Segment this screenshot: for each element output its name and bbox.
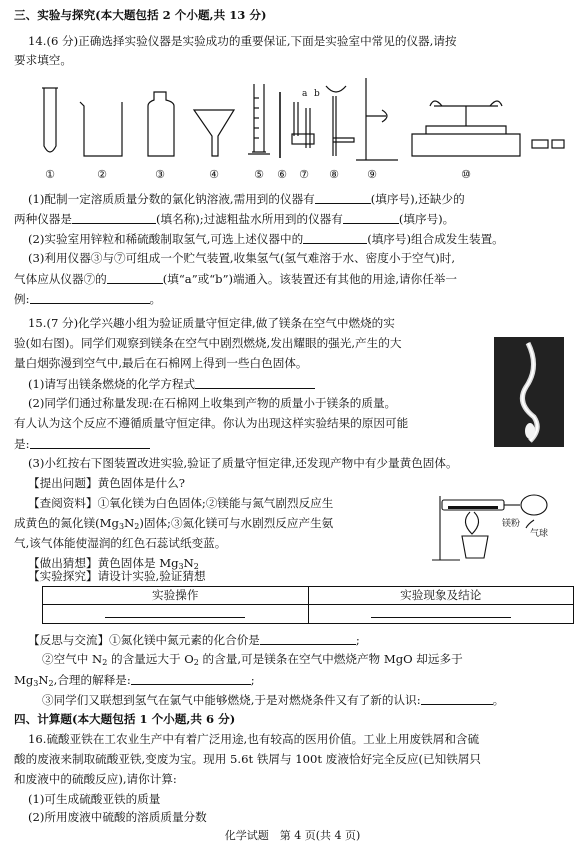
apparatus-figure xyxy=(14,78,574,183)
q16-part2: (2)所用废液中硫酸的溶质质量分数 xyxy=(28,810,207,824)
q14-stem-line1: 14.(6 分)正确选择实验仪器是实验成功的重要保证,下面是实验室中常见的仪器,请按 xyxy=(28,34,457,48)
answer-blank[interactable] xyxy=(30,293,150,304)
apparatus-label-1: ① xyxy=(45,168,55,181)
test-tube-icon xyxy=(44,88,56,152)
funnel-icon xyxy=(194,110,234,156)
q15-stem-line2: 验(如右图)。同学们观察到镁条在空气中剧烈燃烧,发出耀眼的强光,产生的大 xyxy=(14,336,402,350)
burning-magnesium-photo xyxy=(494,337,564,447)
answer-blank[interactable] xyxy=(195,378,315,389)
q15-reflect-2-line2: $Mg_3N_2$,合理的解释是: ; xyxy=(14,673,255,688)
apparatus-label-10: ⑩ xyxy=(461,168,471,181)
answer-blank[interactable] xyxy=(421,694,493,705)
q14-part1-line2: 两种仪器是 (填名称);过滤粗盐水所用到的仪器有 (填序号)。 xyxy=(14,212,455,226)
port-b-label: b xyxy=(314,89,320,99)
table-cell-operation[interactable] xyxy=(43,605,309,624)
q15-guess: 【做出猜想】黄色固体是 $Mg_3N_2$ xyxy=(28,556,199,571)
answer-blank[interactable] xyxy=(30,438,150,449)
stopper-tubes-icon xyxy=(294,102,310,148)
q14-part1-line1: (1)配制一定溶质质量分数的氯化钠溶液,需用到的仪器有 (填序号),还缺少的 xyxy=(28,192,465,206)
apparatus-label-4: ④ xyxy=(209,168,219,181)
q15-part3: (3)小红按右下图装置改进实验,验证了质量守恒定律,还发现产物中有少量黄色固体。 xyxy=(28,456,458,470)
answer-blank[interactable] xyxy=(107,273,163,284)
thistle-funnel-icon xyxy=(326,86,346,156)
gas-bottle-icon xyxy=(148,92,174,156)
q14-part2: (2)实验室用锌粒和稀硫酸制取氢气,可选上述仪器中的 (填序号)组合成发生装置。 xyxy=(28,232,504,246)
answer-blank[interactable] xyxy=(260,634,356,645)
q15-question: 【提出问题】黄色固体是什么? xyxy=(28,476,185,490)
beaker-icon xyxy=(80,102,122,156)
balloon-label: 气球 xyxy=(530,529,549,539)
apparatus-label-9: ⑨ xyxy=(367,168,377,181)
answer-blank[interactable] xyxy=(343,213,399,224)
q14-part3-line2: 气体应从仪器⑦的 (填“a”或“b”)端通入。该装置还有其他的用途,请你任举一 xyxy=(14,272,458,286)
q14-part3-line3: 例: 。 xyxy=(14,292,162,306)
q15-info-line1: 【查阅资料】①氧化镁为白色固体;②镁能与氮气剧烈反应生 xyxy=(28,496,334,510)
table-cell-result[interactable] xyxy=(308,605,574,624)
q16-stem-line1: 16.硫酸亚铁在工农业生产中有着广泛用途,也有较高的医用价值。工业上用废铁屑和含硫 xyxy=(28,732,480,746)
balance-icon xyxy=(412,106,520,156)
apparatus-label-3: ③ xyxy=(155,168,165,181)
q15-stem-line3: 量白烟弥漫到空气中,最后在石棉网上得到一些白色固体。 xyxy=(14,356,308,370)
q15-reflect-3: ③同学们又联想到氢气在氯气中能够燃烧,于是对燃烧条件又有了新的认识: 。 xyxy=(42,693,505,707)
q16-part1: (1)可生成硫酸亚铁的质量 xyxy=(28,792,161,806)
apparatus-label-2: ② xyxy=(97,168,107,181)
q16-stem-line3: 和废液中的硫酸反应),请你计算: xyxy=(14,772,177,786)
q16-stem-line2: 酸的废液来制取硫酸亚铁,变废为宝。现用 5.6t 铁屑与 100t 废液恰好完全反应(已知铁屑只 xyxy=(14,752,482,766)
port-a-label: a xyxy=(302,89,308,99)
answer-blank[interactable] xyxy=(315,193,371,204)
apparatus-label-7: ⑦ xyxy=(299,168,309,181)
sealed-tube-setup-figure xyxy=(430,492,565,562)
answer-blank[interactable] xyxy=(72,213,156,224)
table-header-operation: 实验操作 xyxy=(43,587,309,605)
q15-stem-line1: 15.(7 分)化学兴趣小组为验证质量守恒定律,做了镁条在空气中燃烧的实 xyxy=(28,316,395,330)
apparatus-label-6: ⑥ xyxy=(277,168,287,181)
table-header-result: 实验现象及结论 xyxy=(308,587,574,605)
mg-powder-label: 镁粉 xyxy=(502,519,521,529)
q15-info-line3: 气,该气体能使湿润的红色石蕊试纸变蓝。 xyxy=(14,536,227,550)
answer-blank[interactable] xyxy=(131,674,251,685)
q15-reflect-1: 【反思与交流】①氮化镁中氮元素的化合价是 ; xyxy=(28,633,360,647)
section-3-title: 三、实验与探究(本大题包括 2 个小题,共 13 分) xyxy=(14,8,267,22)
q14-stem-line2: 要求填空。 xyxy=(14,53,72,67)
section-4-title: 四、计算题(本大题包括 1 个小题,共 6 分) xyxy=(14,712,236,726)
page-footer: 化学试题 第 4 页(共 4 页) xyxy=(224,829,361,842)
answer-blank[interactable] xyxy=(303,233,367,244)
q14-part3-line1: (3)利用仪器③与⑦可组成一个贮气装置,收集氢气(氢气难溶于水、密度小于空气)时, xyxy=(28,251,456,265)
apparatus-label-8: ⑧ xyxy=(329,168,339,181)
q15-part2-line1: (2)同学们通过称量发现:在石棉网上收集到产物的质量小于镁条的质量。 xyxy=(28,396,397,410)
q15-part2-line3: 是: xyxy=(14,438,150,451)
q15-reflect-2-line1: ②空气中 $N_2$ 的含量远大于 $O_2$ 的含量,可是镁条在空气中燃烧产物 MgO 却远多于 xyxy=(42,652,463,667)
experiment-table xyxy=(42,586,574,624)
graduated-cylinder-icon xyxy=(248,84,270,154)
q15-part1: (1)请写出镁条燃烧的化学方程式 xyxy=(28,378,315,391)
q15-info-line2: 成黄色的氮化镁$(Mg_3N_2)$固体;③氮化镁可与水剧烈反应产生氨 xyxy=(14,516,334,531)
iron-stand-icon xyxy=(356,78,398,160)
q15-explore: 【实验探究】请设计实验,验证猜想 xyxy=(28,569,206,583)
q15-part2-line2: 有人认为这个反应不遵循质量守恒定律。你认为出现这样实验结果的原因可能 xyxy=(14,416,409,430)
apparatus-label-5: ⑤ xyxy=(254,168,264,181)
